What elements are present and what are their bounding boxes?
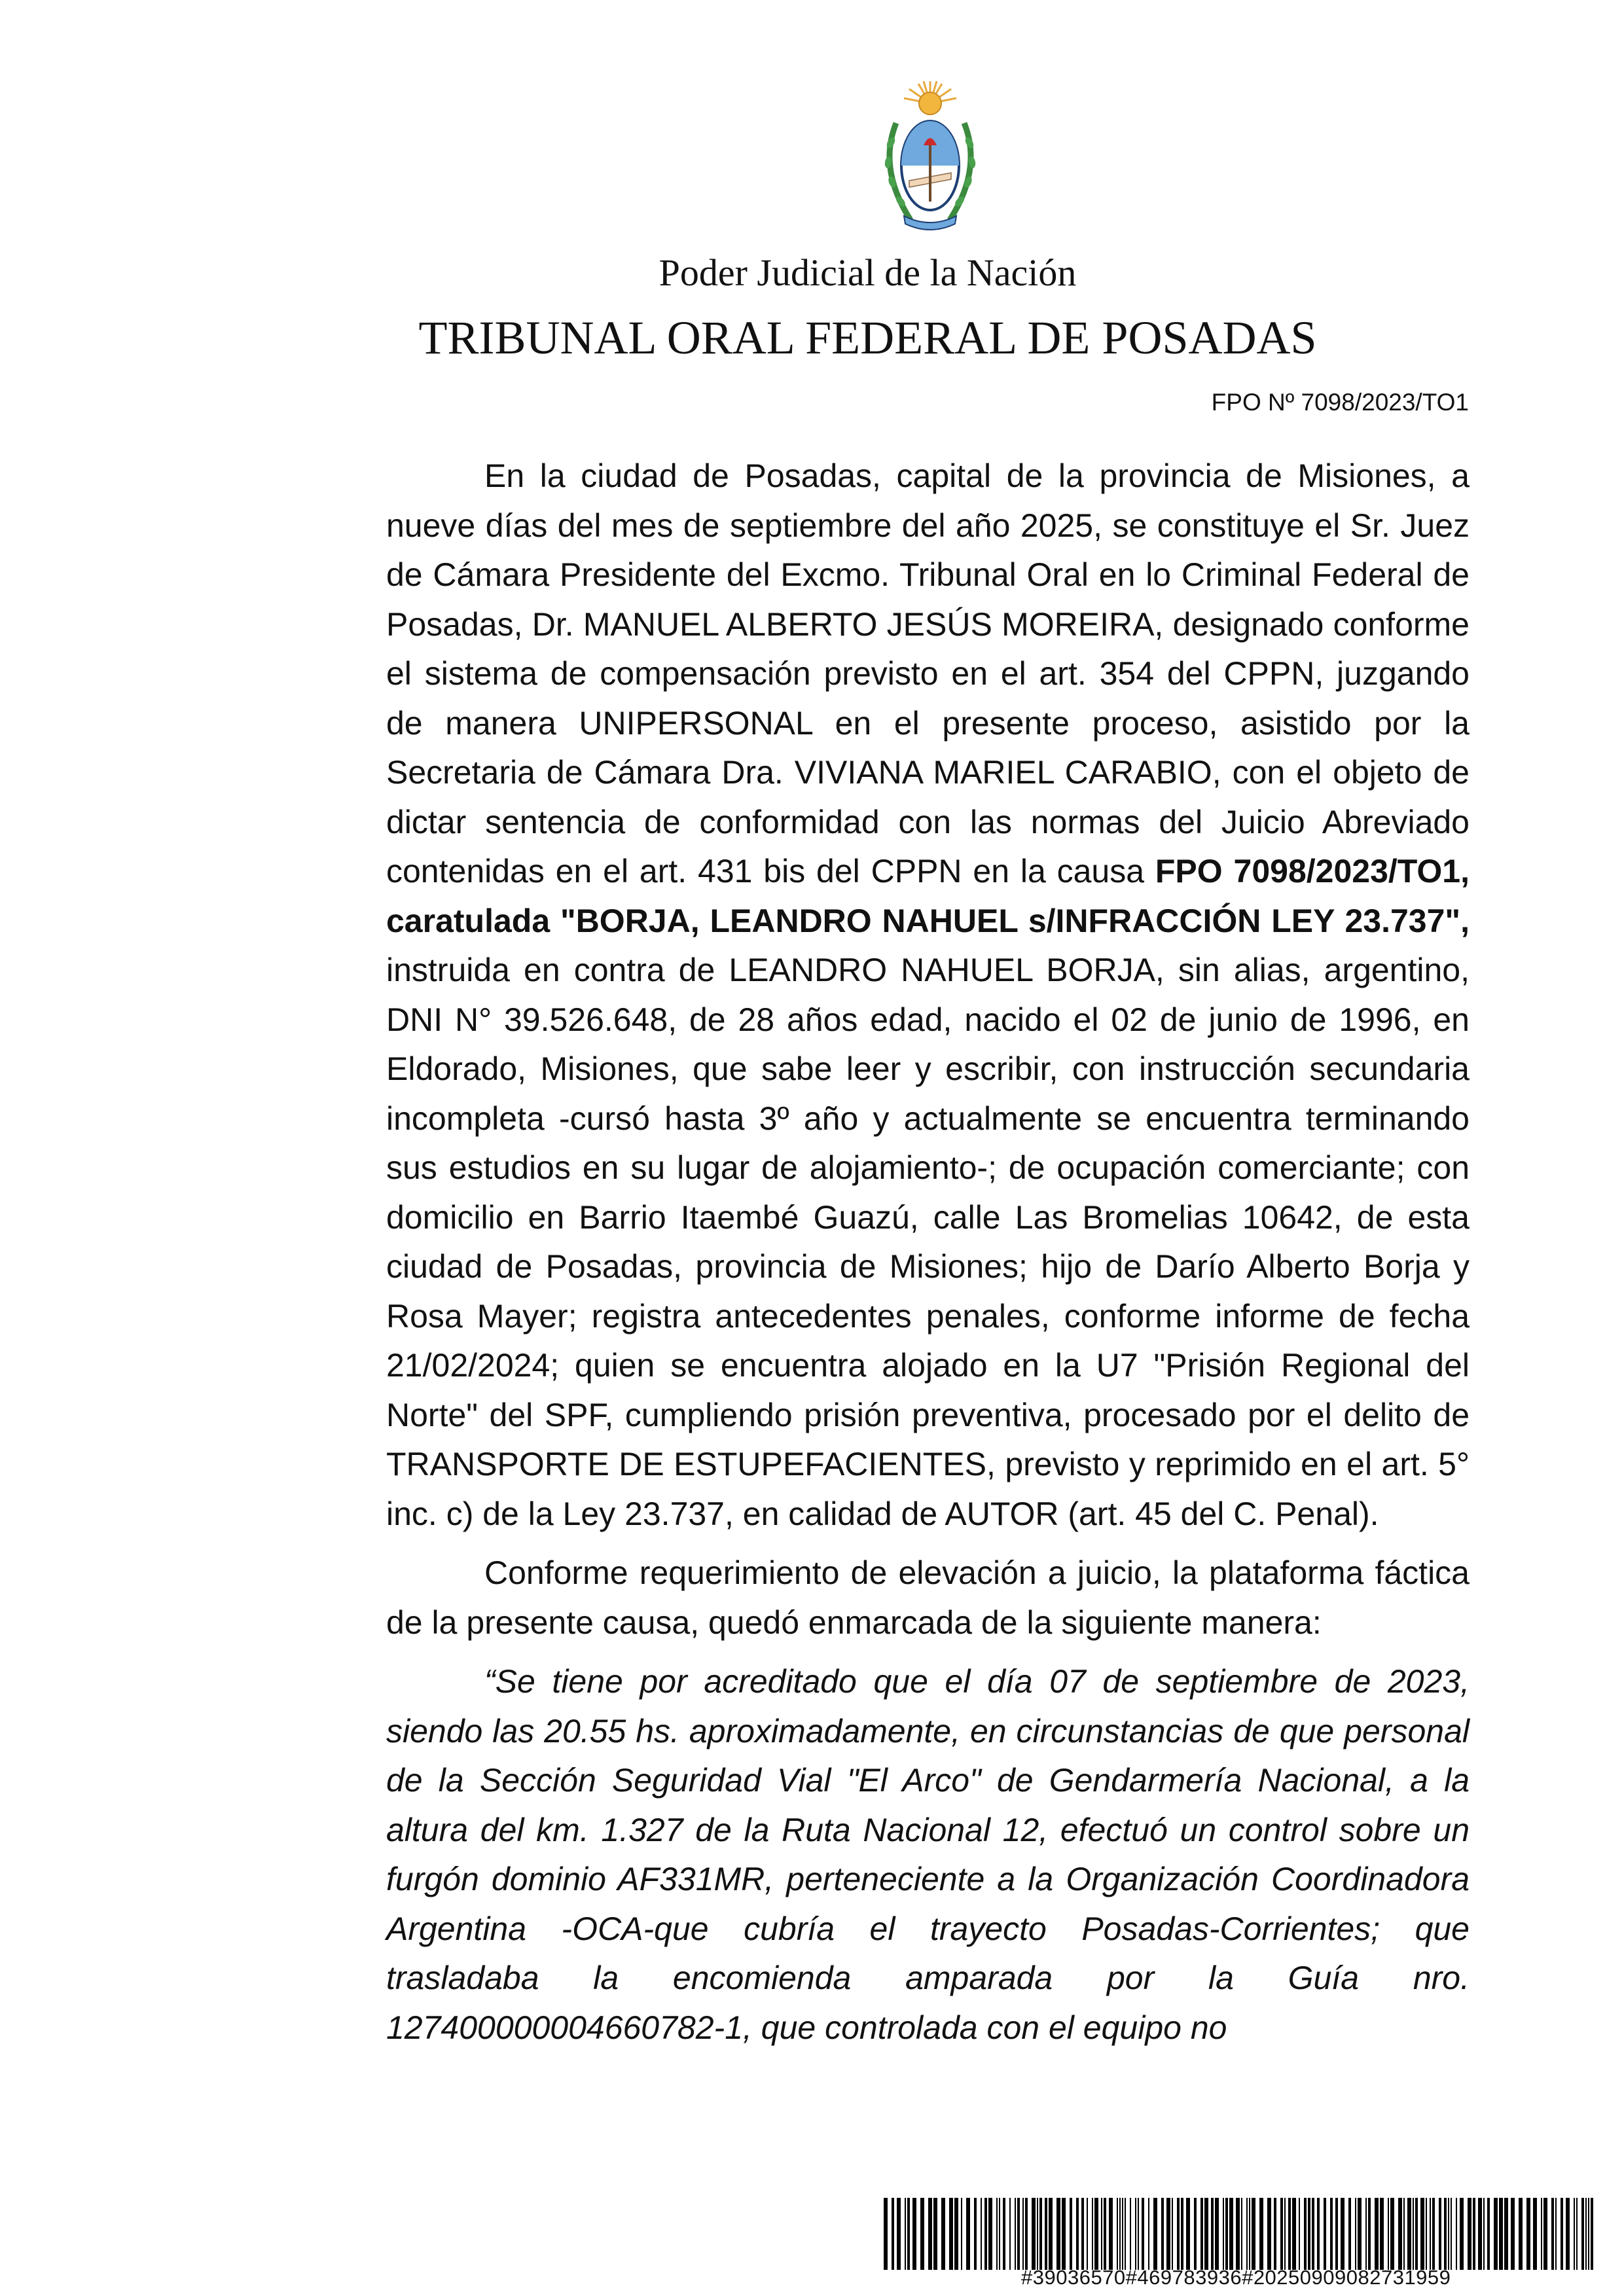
- barcode-bar: [1177, 2198, 1180, 2270]
- barcode-bar: [1119, 2198, 1121, 2270]
- barcode-bar: [1015, 2198, 1016, 2270]
- barcode-bar: [1186, 2198, 1190, 2270]
- barcode-bar: [988, 2198, 992, 2270]
- barcode-bar: [1009, 2198, 1011, 2270]
- barcode-bar: [1473, 2198, 1475, 2270]
- barcode-bar: [1076, 2198, 1079, 2270]
- barcode-bar: [1576, 2198, 1578, 2270]
- barcode-bar: [1504, 2198, 1508, 2270]
- barcode-bar: [1259, 2198, 1263, 2270]
- barcode-bar: [1380, 2198, 1384, 2270]
- barcode-bar: [981, 2198, 982, 2270]
- barcode-bar: [1292, 2198, 1296, 2270]
- barcode-bar: [1304, 2198, 1307, 2270]
- barcode-bar: [1456, 2198, 1457, 2270]
- case-caption: FPO 7098/2023/TO1, caratulada "BORJA, LEANDRO NAHUEL s/INFRACCIÓN LEY 23.737",: [386, 853, 1470, 939]
- barcode-bar: [1444, 2198, 1447, 2270]
- barcode-bar: [1541, 2198, 1542, 2270]
- barcode-bar: [1355, 2198, 1356, 2270]
- barcode-bar: [1299, 2198, 1300, 2270]
- barcode-bar: [1104, 2198, 1106, 2270]
- barcode-bar: [1211, 2198, 1214, 2270]
- barcode-bar: [1407, 2198, 1411, 2270]
- barcode-bar: [1025, 2198, 1028, 2270]
- barcode-bar: [1037, 2198, 1038, 2270]
- barcode-bar: [892, 2198, 894, 2270]
- file-number: FPO Nº 7098/2023/TO1: [1211, 389, 1469, 416]
- barcode-bar: [1365, 2198, 1367, 2270]
- barcode-bar: [1101, 2198, 1102, 2270]
- court-name: TRIBUNAL ORAL FEDERAL DE POSADAS: [418, 312, 1317, 364]
- barcode-bar: [1335, 2198, 1338, 2270]
- barcode-bar: [1348, 2198, 1351, 2270]
- barcode-bar: [1526, 2198, 1530, 2270]
- barcode-bar: [1142, 2198, 1144, 2270]
- barcode-bar: [1420, 2198, 1424, 2270]
- paragraph-1-intro: En la ciudad de Posadas, capital de la provincia de Misiones, a nueve días del mes de septiembre del año 2025, se constituye el Sr. Juez de Cámara Presidente del Excmo. Tribunal Oral en lo Criminal Federal de Posadas, Dr. MANUEL ALBERTO JESÚS MOREIRA, designado conforme el sistema de compensación previsto en el art. 354 del CPPN, juzgando de manera UNIPERSONAL en el presente proceso, asistido por la Secretaria de Cámara Dra. VIVIANA MARIEL CARABIO, con el objeto de dictar sentencia de conformidad con las normas del Juicio Abreviado contenidas en el art. 431 bis del CPPN en la causa: [386, 457, 1470, 889]
- barcode-bar: [1581, 2198, 1584, 2270]
- barcode: [884, 2198, 1594, 2270]
- barcode-bar: [1049, 2198, 1053, 2270]
- paragraph-2: Conforme requerimiento de elevación a juicio, la plataforma fáctica de la presente causa, quedó enmarcada de la siguiente manera:: [386, 1554, 1470, 1641]
- barcode-bar: [1246, 2198, 1248, 2270]
- barcode-bar: [1415, 2198, 1418, 2270]
- barcode-bar: [1172, 2198, 1173, 2270]
- barcode-bar: [1368, 2198, 1371, 2270]
- barcode-bar: [1252, 2198, 1255, 2270]
- barcode-bar: [1022, 2198, 1024, 2270]
- barcode-bar: [905, 2198, 906, 2270]
- barcode-bar: [1413, 2198, 1414, 2270]
- barcode-bar: [1499, 2198, 1503, 2270]
- barcode-bar: [1225, 2198, 1228, 2270]
- barcode-bar: [1094, 2198, 1098, 2270]
- barcode-bar: [966, 2198, 970, 2270]
- barcode-bar: [999, 2198, 1000, 2270]
- barcode-bar: [1045, 2198, 1047, 2270]
- barcode-bar: [1403, 2198, 1405, 2270]
- barcode-bar: [1056, 2198, 1060, 2270]
- barcode-bar: [1138, 2198, 1139, 2270]
- barcode-bar: [1081, 2198, 1084, 2270]
- barcode-bar: [1148, 2198, 1149, 2270]
- barcode-bar: [1130, 2198, 1131, 2270]
- institution-name: Poder Judicial de la Nación: [659, 251, 1077, 294]
- barcode-bar: [1390, 2198, 1394, 2270]
- barcode-bar: [928, 2198, 932, 2270]
- barcode-bar: [1109, 2198, 1113, 2270]
- barcode-bar: [1451, 2198, 1452, 2270]
- barcode-bar: [1426, 2198, 1427, 2270]
- barcode-bar: [961, 2198, 962, 2270]
- barcode-bar: [1161, 2198, 1164, 2270]
- barcode-bar: [1312, 2198, 1314, 2270]
- barcode-bar: [1274, 2198, 1276, 2270]
- barcode-bar: [1117, 2198, 1118, 2270]
- barcode-bar: [1215, 2198, 1219, 2270]
- barcode-bar: [1194, 2198, 1197, 2270]
- barcode-number: #39036570#469783936#20250909082731959: [1021, 2266, 1451, 2289]
- barcode-bar: [1551, 2198, 1554, 2270]
- barcode-bar: [1249, 2198, 1250, 2270]
- barcode-bar: [1388, 2198, 1389, 2270]
- paragraph-1-rest: instruida en contra de LEANDRO NAHUEL BORJA, sin alias, argentino, DNI N° 39.526.648, de 28 años edad, nacido el 02 de junio de 1996, en Eldorado, Misiones, que sabe leer y escribir, con instrucción secundaria incompleta -cursó hasta 3º año y actualmente se encuentra terminando sus estudios en su lugar de alojamiento-; de ocupación comerciante; con domicilio en Barrio Itaembé Guazú, calle Las Bromelias 10642, de esta ciudad de Posadas, provincia de Misiones; hijo de Darío Alberto Borja y Rosa Mayer; registra antecedentes penales, conforme informe de fecha 21/02/2024; quien se encuentra alojado en la U7 "Prisión Regional del Norte" del SPF, cumpliendo prisión preventiva, procesado por el delito de TRANSPORTE DE ESTUPEFACIENTES, previsto y reprimido en el art. 5° inc. c) de la Ley 23.737, en calidad de AUTOR (art. 45 del C. Penal).: [386, 952, 1470, 1532]
- barcode-bar: [912, 2198, 916, 2270]
- barcode-bar: [1200, 2198, 1203, 2270]
- barcode-bar: [1317, 2198, 1320, 2270]
- barcode-bar: [1341, 2198, 1344, 2270]
- barcode-bar: [1017, 2198, 1020, 2270]
- barcode-bar: [1591, 2198, 1593, 2270]
- coat-of-arms-seal: [871, 77, 989, 241]
- barcode-bar: [897, 2198, 901, 2270]
- barcode-bar: [1308, 2198, 1310, 2270]
- barcode-bar: [1135, 2198, 1136, 2270]
- barcode-bar: [1070, 2198, 1072, 2270]
- barcode-bar: [1229, 2198, 1233, 2270]
- document-body: [386, 452, 1470, 2062]
- barcode-bar: [984, 2198, 987, 2270]
- barcode-bar: [1519, 2198, 1523, 2270]
- barcode-bar: [1223, 2198, 1224, 2270]
- barcode-bar: [1280, 2198, 1283, 2270]
- barcode-bar: [1432, 2198, 1435, 2270]
- barcode-bar: [933, 2198, 937, 2270]
- barcode-bar: [1087, 2198, 1088, 2270]
- barcode-bar: [1398, 2198, 1402, 2270]
- barcode-bar: [1487, 2198, 1490, 2270]
- barcode-bar: [1555, 2198, 1557, 2270]
- barcode-bar: [1204, 2198, 1208, 2270]
- barcode-bar: [1039, 2198, 1042, 2270]
- barcode-bar: [1236, 2198, 1240, 2270]
- barcode-bar: [1241, 2198, 1242, 2270]
- barcode-bar: [1588, 2198, 1589, 2270]
- paragraph-1: [386, 452, 1470, 1539]
- barcode-bar: [1288, 2198, 1291, 2270]
- barcode-bar: [907, 2198, 910, 2270]
- barcode-bar: [920, 2198, 924, 2270]
- barcode-bar: [1533, 2198, 1537, 2270]
- barcode-bar: [1125, 2198, 1126, 2270]
- barcode-bar: [1358, 2198, 1362, 2270]
- barcode-bar: [974, 2198, 977, 2270]
- barcode-bar: [1375, 2198, 1379, 2270]
- barcode-bar: [1062, 2198, 1066, 2270]
- barcode-bar: [1166, 2198, 1170, 2270]
- barcode-bar: [1181, 2198, 1183, 2270]
- barcode-bar: [1092, 2198, 1093, 2270]
- barcode-bar: [1483, 2198, 1485, 2270]
- barcode-bar: [1494, 2198, 1498, 2270]
- barcode-bar: [1448, 2198, 1449, 2270]
- barcode-bar: [1267, 2198, 1271, 2270]
- paragraph-3-quote: “Se tiene por acreditado que el día 07 de septiembre de 2023, siendo las 20.55 hs. aproximadamente, en circunstancias de que personal de la Sección Seguridad Vial "El Arco" de Gendarmería Nacional, a la altura del km. 1.327 de la Ruta Nacional 12, efectuó un control sobre un furgón dominio AF331MR, perteneciente a la Organización Coordinadora Argentina -OCA-que cubría el trayecto Posadas-Corrientes; que trasladaba la encomienda amparada por la Guía nro. 127400000004660782-1, que controlada con el equipo no: [386, 1663, 1470, 2046]
- barcode-bar: [1430, 2198, 1431, 2270]
- barcode-bar: [1511, 2198, 1515, 2270]
- barcode-bar: [1153, 2198, 1157, 2270]
- barcode-bar: [1284, 2198, 1286, 2270]
- barcode-bar: [1330, 2198, 1333, 2270]
- barcode-bar: [1585, 2198, 1587, 2270]
- barcode-bar: [1032, 2198, 1036, 2270]
- barcode-bar: [996, 2198, 998, 2270]
- barcode-bar: [1439, 2198, 1441, 2270]
- barcode-bar: [1478, 2198, 1482, 2270]
- barcode-bar: [949, 2198, 953, 2270]
- barcode-bar: [884, 2198, 888, 2270]
- barcode-bar: [1561, 2198, 1563, 2270]
- barcode-bar: [1324, 2198, 1326, 2270]
- barcode-bar: [1566, 2198, 1570, 2270]
- barcode-bar: [1543, 2198, 1547, 2270]
- barcode-bar: [1003, 2198, 1005, 2270]
- barcode-bar: [954, 2198, 958, 2270]
- barcode-bar: [1122, 2198, 1123, 2270]
- barcode-bar: [941, 2198, 945, 2270]
- barcode-bar: [1468, 2198, 1471, 2270]
- barcode-bar: [1574, 2198, 1575, 2270]
- barcode-bar: [1460, 2198, 1464, 2270]
